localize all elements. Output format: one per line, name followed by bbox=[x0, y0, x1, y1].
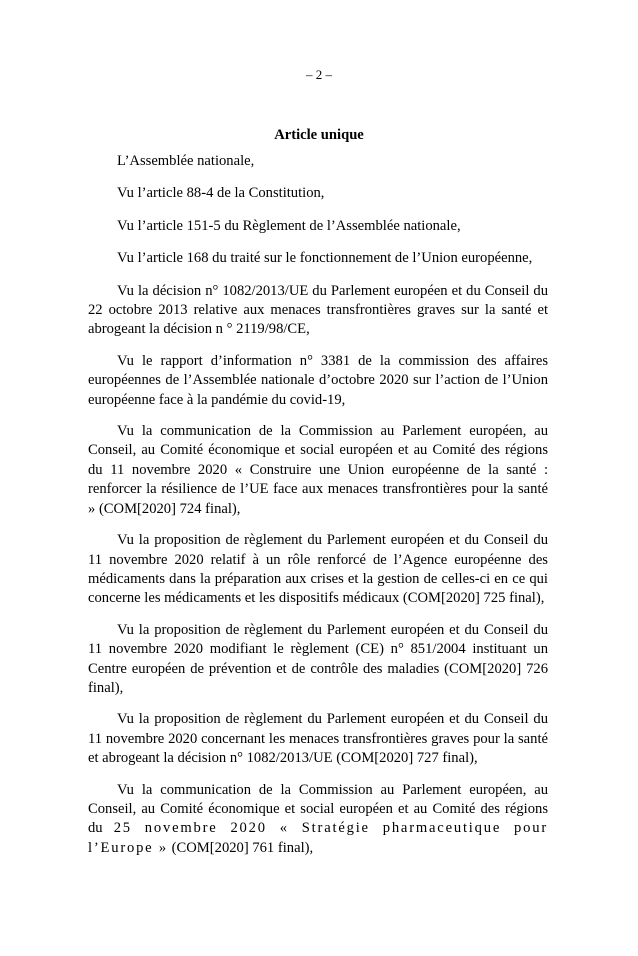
paragraph: L’Assemblée nationale, bbox=[117, 153, 255, 169]
article-title: Article unique bbox=[274, 127, 364, 143]
paragraph: Vu la décision n° 1082/2013/UE du Parlement européen et du Conseil du 22 octobre 2013 relative aux menaces transfrontières graves sur la santé et abrogeant la décision n ° 2119/98/CE, bbox=[88, 282, 548, 338]
paragraph: Vu la communication de la Commission au Parlement européen, au Conseil, au Comité économique et social européen et au Comité des régions du 11 novembre 2020 « Construire une Union européenne de la santé : renforcer la résilience de l’UE face aux menaces transfrontières pour la santé » (COM[2020] 724 final), bbox=[88, 423, 548, 517]
paragraph: Vu l’article 151-5 du Règlement de l’Assemblée nationale, bbox=[117, 217, 461, 234]
paragraph: Vu la proposition de règlement du Parlement européen et du Conseil du 11 novembre 2020 relatif à un rôle renforcé de l’Agence européenne des médicaments dans la préparation aux crises et la gestion de celles-ci en ce qui concerne les médicaments et les dispositifs médicaux (COM[2020] 725 final), bbox=[88, 532, 548, 607]
paragraph: Vu la proposition de règlement du Parlement européen et du Conseil du 11 novembre 2020 concernant les menaces transfrontières graves pour la santé et abrogeant la décision n° 1082/2013/UE (COM[2020] 727 final), bbox=[88, 711, 548, 767]
page-number: – 2 – bbox=[306, 67, 332, 82]
paragraph-part: (COM[2020] 761 final), bbox=[171, 839, 314, 856]
paragraph-last bbox=[88, 781, 548, 859]
paragraph-part: Vu la communication de la Commission au Parlement européen, au Conseil, au Comité économique et social européen et au Comité des régions du bbox=[88, 781, 548, 837]
paragraph-part-spaced: 25 novembre 2020 « Stratégie pharmaceutique pour l’Europe » bbox=[88, 820, 548, 856]
document-body bbox=[88, 152, 548, 870]
paragraph: Vu l’article 88-4 de la Constitution, bbox=[117, 185, 325, 202]
paragraph: Vu la proposition de règlement du Parlement européen et du Conseil du 11 novembre 2020 modifiant le règlement (CE) n° 851/2004 instituant un Centre européen de prévention et de contrôle des maladies (COM[2020] 726 final), bbox=[88, 621, 548, 696]
paragraph: Vu le rapport d’information n° 3381 de la commission des affaires européennes de l’Assemblée nationale d’octobre 2020 sur l’action de l’Union européenne face à la pandémie du covid-19, bbox=[88, 352, 548, 408]
paragraph: Vu l’article 168 du traité sur le fonctionnement de l’Union européenne, bbox=[117, 250, 533, 267]
